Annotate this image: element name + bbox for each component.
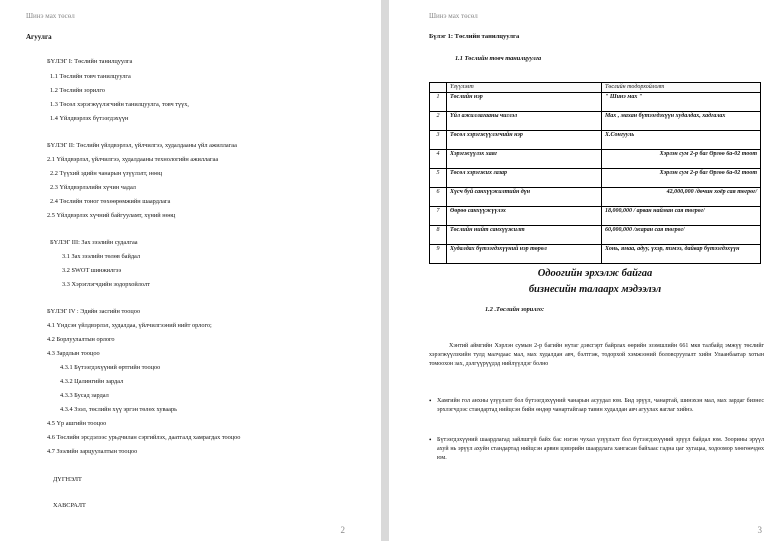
toc-entry: БҮЛЭГ IV : Эдийн засгийн тооцоо xyxy=(47,308,141,315)
table-row xyxy=(430,149,761,168)
table-cell: 4 xyxy=(430,149,447,168)
toc-title: Агуулга xyxy=(26,33,52,41)
bullet-text: Бүтээгдэхүүний шаардлагад зайлшгүй байх бас нэгэн чухал үзүүлэлт бол бүтээгдэхүүний эрүүл байдал юм. Зоорины эрүүл ахуй нь эрүүл ахуйн стандартад нийцсэн арвин цэвэрийн шаардлага хангасан байхаас гадна цаг хугацаа, ходоомор хөөгөөчдөх юм. xyxy=(437,437,764,461)
page-right xyxy=(389,0,778,541)
page-left xyxy=(0,0,381,541)
table-header-cell: Үзүүлэлт xyxy=(447,83,602,93)
paragraph: Хэнтий аймгийн Хэрлэн сумын 2-р багийн нутаг дэвсгэрт байрлах өөрийн эзэмшлийн 661 мкв талбайд эмжүү төслийг хэрэгжүүлэхийн тулд малчдаас мал, мах худалдан авч, бэлтгэж, тодорхой хэмжээний боловсруулалт хийн Улаанбаатар хотын томоохон зах, дэлгүүрүүдэд нийлүүлдэг болно xyxy=(429,343,764,367)
table-cell: 9 xyxy=(430,244,447,263)
table-row xyxy=(430,130,761,149)
table-cell: " Шинэ мах " xyxy=(602,92,761,111)
table-cell: Хэрлэн сум 2-р баг Өргөө 6а-02 тоот xyxy=(602,168,761,187)
toc-entry: 3.1 Зах зээлийн төлөв байдал xyxy=(62,253,141,260)
table-cell: 1 xyxy=(430,92,447,111)
toc-entry: 1.4 Үйлдвэрлэх бүтээгдэхүүн xyxy=(50,115,129,122)
toc-entry: 4.3.4 Зээл, төслийн хүү эргэн төлөх хуваарь xyxy=(60,406,177,413)
toc-entry: 2.2 Түүхий эдийн чанарын үзүүлэлт, нөөц xyxy=(50,170,163,177)
page-header: Шинэ мах төсөл xyxy=(429,12,478,20)
page-header: Шинэ мах төсөл xyxy=(26,12,75,20)
toc-entry: 4.6 Төслийн эрсдэлээс урьдчилан сэргийлэх, даатгалд хамрагдах тооцоо xyxy=(47,434,241,441)
table-cell: Хэрлэн сум 2-р баг Өргөө 6а-02 тоот xyxy=(602,149,761,168)
table-row xyxy=(430,187,761,206)
bullet-icon: • xyxy=(429,436,432,444)
toc-entry: 4.2 Борлуулалтын орлого xyxy=(47,336,115,343)
section-title: бизнесийн талаарх мэдээлэл xyxy=(528,284,662,295)
toc-entry: 2.5 Үйлдвэрлэх хүчний байгууламт, хүний нөөц xyxy=(47,212,176,219)
toc-entry: 2.3 Үйлдвэрлэлийн хүчин чадал xyxy=(50,184,136,191)
toc-entry: 2.1 Үйлдвэрлэл, үйлчилгээ, худалдааны технологийн ажиллагаа xyxy=(47,156,219,163)
toc-entry: БҮЛЭГ I: Төслийн танилцуулга xyxy=(47,58,133,65)
chapter-title: Бүлэг 1: Төслийн танилцуулга xyxy=(429,33,520,40)
table-cell: Үйл ажиллагааны чиглэл xyxy=(447,111,602,130)
bullet-icon: • xyxy=(429,397,432,405)
toc-entry: 4.1 Үндсэн үйлдвэрлэл, худалдаа, үйлчилгээний нийт орлого; xyxy=(47,322,212,329)
toc-entry: 4.7 Зээлийн зарцуулалтын тооцоо xyxy=(47,448,138,455)
toc-entry: 4.3.1 Бүтээгдэхүүний өртгийн тооцоо xyxy=(60,364,161,371)
table-cell: Өөрөө санхүүжүүлэх xyxy=(447,206,602,225)
toc-entry: 4.5 Үр ашгийн тооцоо xyxy=(47,420,107,427)
table-cell: Мах , махан бүтээгдэхүүн худалдах, хадгалах xyxy=(602,111,761,130)
table-cell: Төсөл хэрэгжүүлэгчийн нэр xyxy=(447,130,602,149)
table-row xyxy=(430,111,761,130)
subsection-title: 1.1 Төслийн товч танилцуулга xyxy=(455,55,542,62)
toc-entry: 4.3.3 Бусад зардал xyxy=(60,392,109,399)
toc-entry: БҮЛЭГ II: Төслийн үйлдвэрлэл, үйлчилгээ, худалдааны үйл ажиллагаа xyxy=(47,142,237,149)
table-cell: Төслийн нэр xyxy=(447,92,602,111)
table-row xyxy=(430,225,761,244)
toc-entry: 4.3 Зардлын тооцоо xyxy=(47,350,100,357)
table-header-cell: Төслийн тодорхойлолт xyxy=(602,83,761,93)
subsection-title: 1.2 .Төслийн зорилго: xyxy=(485,306,545,313)
toc-entry: 2.4 Төслийн тоног төхөөрөмжийн шаардлага xyxy=(50,198,171,205)
page-number: 3 xyxy=(757,525,762,535)
toc-entry: ДҮГНЭЛТ xyxy=(53,476,82,483)
toc-entry: 1.1 Төслийн товч танилцуулга xyxy=(50,73,131,80)
table-row xyxy=(430,168,761,187)
table-cell: 60,000,000 /жаран сая төгрөг/ xyxy=(602,225,761,244)
toc-entry: БҮЛЭГ III: Зах зээлийн судалгаа xyxy=(50,239,138,246)
table-cell: 2 xyxy=(430,111,447,130)
toc-entry: 1.2 Төслийн зорилго xyxy=(50,87,105,94)
bullet-text: Хамгийн гол анхны үзүүлэлт бол бүтээгдэхүүний чанарын асуудал юм. Бид эрүүл, чанартай, шинэхэн мал, мах зардаг бизнес эрхлэгчдээс стандартад нийцсэн бийн өндөр чанартайгаар тавин худалдан авч агуулах яаглаг хийнэ. xyxy=(437,398,764,413)
table-cell: Төсөл хэрэгжих газар xyxy=(447,168,602,187)
table-row xyxy=(430,206,761,225)
bullet-item xyxy=(429,436,764,463)
table-cell: 42,000,000 /дөчин хоёр сая төгрөг/ xyxy=(602,187,761,206)
table-cell: 18,000,000 / арван найман сая төгрөг/ xyxy=(602,206,761,225)
table-cell: Хэрэгжүүлэх хаяг xyxy=(447,149,602,168)
table-cell: 6 xyxy=(430,187,447,206)
table-header-row xyxy=(430,83,761,93)
page-number: 2 xyxy=(340,525,345,535)
toc-entry: ХАВСРАЛТ xyxy=(53,502,86,509)
table-cell: 7 xyxy=(430,206,447,225)
table-cell: Төслийн нийт санхүүжилт xyxy=(447,225,602,244)
table-cell: Хүсч буй санхүүжилтийн дүн xyxy=(447,187,602,206)
toc-entry: 3.3 Хэрэглэгчдийн зодорхойлолт xyxy=(62,281,150,288)
bullet-item xyxy=(429,397,764,415)
table-cell: 8 xyxy=(430,225,447,244)
toc-entry: 4.3.2 Цалингийн зардал xyxy=(60,378,124,385)
project-info-table xyxy=(429,82,761,264)
table-row xyxy=(430,244,761,263)
toc-entry: 3.2 SWOT шинжилгээ xyxy=(62,267,122,274)
table-cell: Худалдах бүтээгдэхүүний нэр төрөл xyxy=(447,244,602,263)
toc-entry: 1.3 Төсөл хэрэгжүүлэгчийн танилцуулга, товч түүх, xyxy=(50,101,190,108)
table-cell: 3 xyxy=(430,130,447,149)
table-row xyxy=(430,92,761,111)
table-cell: Хонь, ямаа, адуу, үхэр, тэмээ, дайвар бүтээгдэхүүн xyxy=(602,244,761,263)
table-cell: 5 xyxy=(430,168,447,187)
section-title: Одоогийн эрхэлж байгаа xyxy=(537,268,653,279)
table-cell: Х.Сонгууль xyxy=(602,130,761,149)
